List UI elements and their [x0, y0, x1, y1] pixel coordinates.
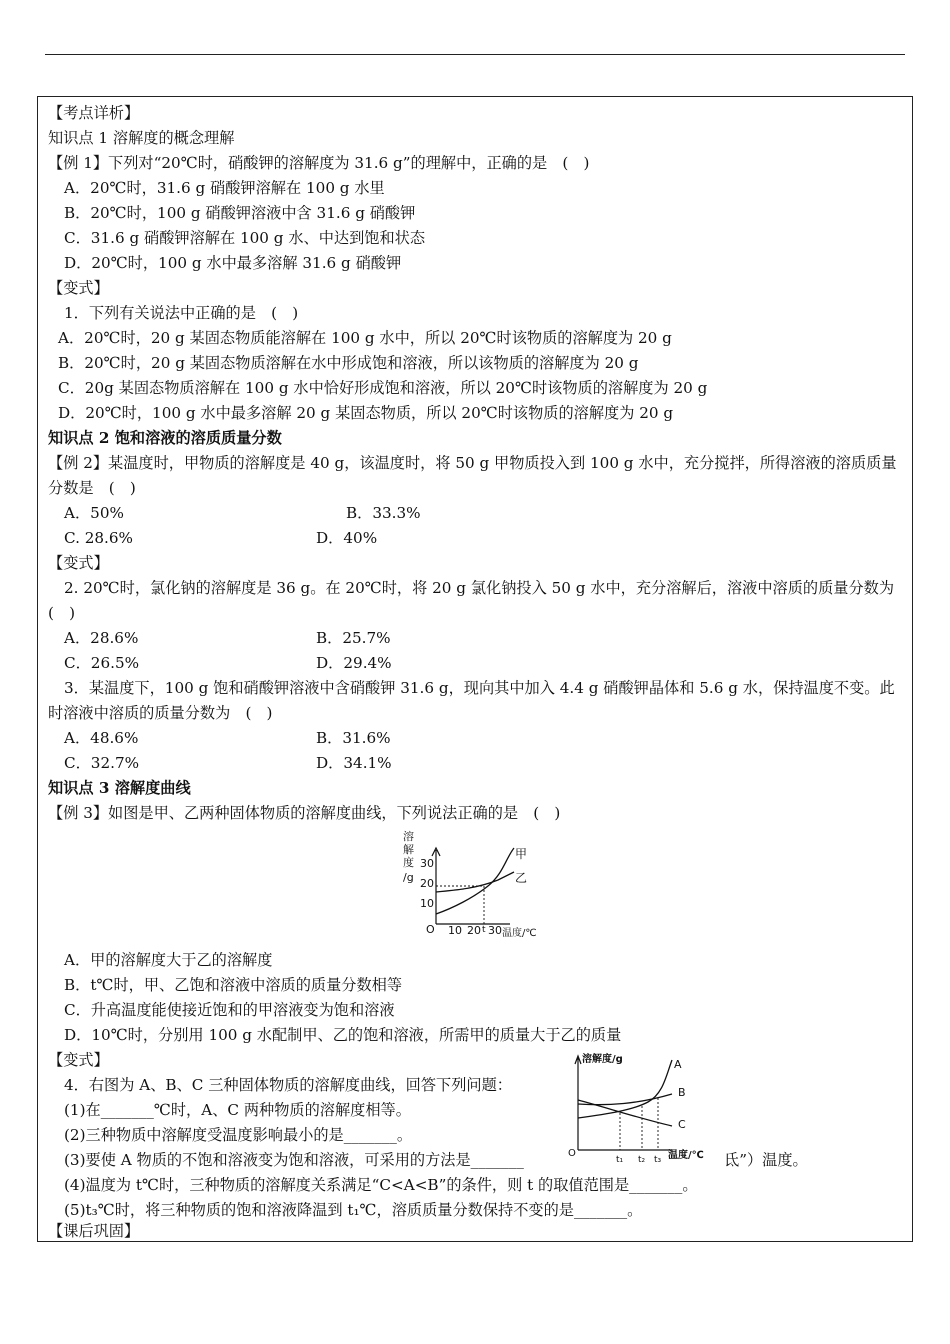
var1-option-b: B．20℃时，20 g 某固态物质溶解在水中形成饱和溶液，所以该物质的溶解度为 20 g	[58, 354, 639, 372]
fig2-xtick-t3: t₃	[654, 1155, 662, 1165]
fig1-curve-jia	[436, 848, 514, 914]
ex2-option-d: D．40%	[316, 529, 378, 547]
fig1-ylabel-1: 溶	[403, 830, 414, 843]
q2-stem-line2: ( )	[48, 604, 76, 622]
fig2-ylabel: 溶解度/g	[582, 1054, 623, 1065]
ex2-option-a: A．50%	[64, 504, 124, 522]
fig2-series-c: C	[678, 1118, 686, 1131]
kp3-heading: 知识点 3 溶解度曲线	[48, 779, 191, 797]
var2-tag: 【变式】	[48, 554, 109, 572]
q3-option-a: A．48.6%	[64, 729, 139, 747]
fig1-series-jia: 甲	[515, 847, 528, 861]
fig2-xtick-t1: t₁	[616, 1155, 624, 1165]
header-rule	[45, 54, 905, 55]
var1-stem: 1．下列有关说法中正确的是 ( )	[64, 304, 299, 322]
fig2-series-a: A	[674, 1058, 682, 1071]
review-heading: 【课后巩固】	[48, 1222, 140, 1240]
q3-option-b: B．31.6%	[316, 729, 391, 747]
ex3-option-a: A．甲的溶解度大于乙的溶解度	[64, 951, 273, 969]
ex1-option-a: A．20℃时，31.6 g 硝酸钾溶解在 100 g 水里	[64, 179, 385, 197]
q2-option-d: D．29.4%	[316, 654, 392, 672]
kp2-heading: 知识点 2 饱和溶液的溶质质量分数	[48, 429, 282, 447]
fig1-ylabel-3: 度	[403, 856, 414, 869]
fig1-ylabel-4: /g	[403, 871, 414, 884]
fig1-xlabel: 温度/℃	[502, 928, 537, 939]
var1-option-c: C．20g 某固态物质溶解在 100 g 水中恰好形成饱和溶液，所以 20℃时该物质的溶解度为 20 g	[58, 379, 708, 397]
kp1-heading: 知识点 1 溶解度的概念理解	[48, 129, 235, 147]
q4-part3-tail: 氐”）温度。	[724, 1151, 808, 1169]
fig1-ytick-30: 30	[420, 857, 434, 870]
ex3-option-b: B．t℃时，甲、乙饱和溶液中溶质的质量分数相等	[64, 976, 403, 994]
ex1-option-c: C．31.6 g 硝酸钾溶解在 100 g 水、中达到饱和状态	[64, 229, 426, 247]
q4-part5: (5)t₃℃时，将三种物质的饱和溶液降温到 t₁℃，溶质质量分数保持不变的是_______。	[64, 1201, 643, 1219]
ex2-option-c: C. 28.6%	[64, 529, 133, 547]
fig1-curve-yi	[436, 872, 514, 892]
q4-part4: (4)温度为 t℃时，三种物质的溶解度关系满足“C<A<B”的条件，则 t 的取值范围是_______。	[64, 1176, 698, 1194]
fig2-series-b: B	[678, 1086, 686, 1099]
fig2-xtick-t2: t₂	[638, 1155, 646, 1165]
q4-part2: (2)三种物质中溶解度受温度影响最小的是_______。	[64, 1126, 413, 1144]
var1-option-d: D．20℃时，100 g 水中最多溶解 20 g 某固态物质，所以 20℃时该物质的溶解度为 20 g	[58, 404, 674, 422]
fig1-xtick-30: 30	[488, 924, 502, 937]
q2-option-c: C．26.5%	[64, 654, 140, 672]
ex1-stem: 【例 1】下列对“20℃时，硝酸钾的溶解度为 31.6 g”的理解中，正确的是 ( )	[48, 154, 590, 172]
var3-tag: 【变式】	[48, 1051, 109, 1069]
fig1-xtick-20: 20	[467, 924, 481, 937]
fig1-series-yi: 乙	[515, 871, 528, 885]
q4-part1: (1)在_______℃时，A、C 两种物质的溶解度相等。	[64, 1101, 411, 1119]
q3-option-d: D．34.1%	[316, 754, 392, 772]
fig1-origin: O	[426, 923, 435, 936]
q4-part3: (3)要使 A 物质的不饱和溶液变为饱和溶液，可采用的方法是_______	[64, 1151, 524, 1169]
analysis-heading: 【考点详析】	[48, 104, 140, 122]
ex2-stem-line2: 分数是 ( )	[48, 479, 136, 497]
solubility-figure-1	[398, 828, 568, 943]
q2-option-b: B．25.7%	[316, 629, 391, 647]
ex2-stem-line1: 【例 2】某温度时，甲物质的溶解度是 40 g，该温度时，将 50 g 甲物质投入到 100 g 水中，充分搅拌，所得溶液的溶质质量	[48, 454, 897, 472]
fig1-ytick-20: 20	[420, 877, 434, 890]
ex3-stem: 【例 3】如图是甲、乙两种固体物质的溶解度曲线，下列说法正确的是 ( )	[48, 804, 561, 822]
ex1-option-b: B．20℃时，100 g 硝酸钾溶液中含 31.6 g 硝酸钾	[64, 204, 416, 222]
fig2-xlabel: 温度/℃	[668, 1150, 704, 1161]
fig2-curve-a	[578, 1060, 672, 1118]
q4-stem: 4．右图为 A、B、C 三种固体物质的溶解度曲线，回答下列问题：	[64, 1076, 512, 1094]
q3-stem-line2: 时溶液中溶质的质量分数为 ( )	[48, 704, 273, 722]
content-frame	[37, 96, 913, 1242]
ex3-option-c: C．升高温度能使接近饱和的甲溶液变为饱和溶液	[64, 1001, 395, 1019]
ex1-option-d: D．20℃时，100 g 水中最多溶解 31.6 g 硝酸钾	[64, 254, 402, 272]
var1-option-a: A．20℃时，20 g 某固态物质能溶解在 100 g 水中，所以 20℃时该物质的溶解度为 20 g	[58, 329, 672, 347]
fig1-xtick-10: 10	[448, 924, 462, 937]
var1-tag: 【变式】	[48, 279, 109, 297]
ex2-option-b: B．33.3%	[346, 504, 421, 522]
fig1-xtick-t: t	[482, 925, 486, 935]
q3-option-c: C．32.7%	[64, 754, 140, 772]
fig1-ylabel-2: 解	[403, 843, 414, 856]
fig2-origin: O	[568, 1148, 576, 1159]
fig2-y-axis	[575, 1056, 581, 1150]
q2-stem-line1: 2. 20℃时，氯化钠的溶解度是 36 g。在 20℃时，将 20 g 氯化钠投入 50 g 水中，充分溶解后，溶液中溶质的质量分数为	[64, 579, 895, 597]
solubility-figure-2	[568, 1048, 718, 1173]
q3-stem-line1: 3．某温度下，100 g 饱和硝酸钾溶液中含硝酸钾 31.6 g，现向其中加入 4.4 g 硝酸钾晶体和 5.6 g 水，保持温度不变。此	[64, 679, 895, 697]
q2-option-a: A．28.6%	[64, 629, 139, 647]
ex3-option-d: D．10℃时，分别用 100 g 水配制甲、乙的饱和溶液，所需甲的质量大于乙的质量	[64, 1026, 622, 1044]
fig1-ytick-10: 10	[420, 897, 434, 910]
